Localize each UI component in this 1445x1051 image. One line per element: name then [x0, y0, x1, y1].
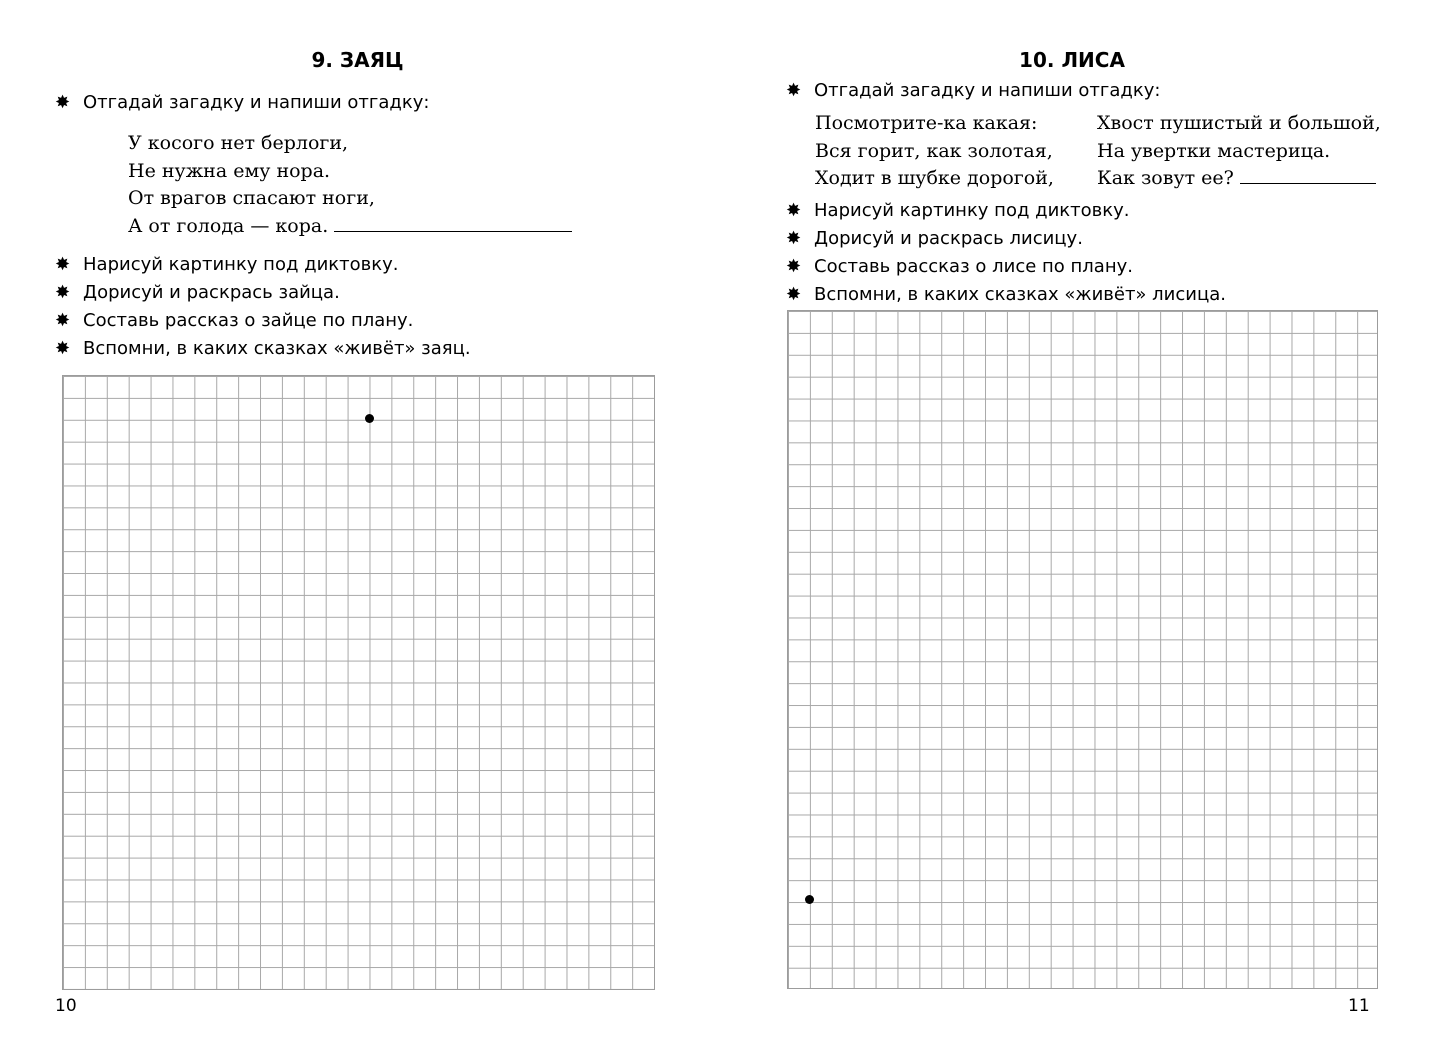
poem-line-text: А от голода — кора. [128, 214, 329, 237]
poem-line-last [1097, 165, 1381, 193]
task-tales [55, 338, 471, 360]
task-tales [786, 284, 1226, 306]
task-text: Нарисуй картинку под диктовку. [83, 254, 399, 275]
task-text: Отгадай загадку и напиши отгадку: [814, 80, 1161, 101]
task-text: Вспомни, в каких сказках «живёт» лисица. [814, 284, 1226, 305]
poem-line: Хвост пушистый и большой, [1097, 112, 1381, 134]
task-story [55, 310, 413, 332]
task-color [55, 282, 340, 304]
star-bullet-icon: ✸ [786, 80, 802, 101]
star-bullet-icon: ✸ [786, 284, 802, 305]
drawing-grid-fox[interactable] [787, 310, 1378, 989]
task-dictation [55, 254, 399, 276]
poem-line-last [128, 213, 572, 241]
left-page [0, 0, 722, 1051]
star-bullet-icon: ✸ [786, 200, 802, 221]
task-text: Нарисуй картинку под диктовку. [814, 200, 1130, 221]
page-title-fox: 10. ЛИСА [1019, 48, 1125, 72]
start-dot [805, 895, 814, 904]
task-riddle [786, 80, 1160, 102]
riddle-poem-hare [128, 130, 572, 240]
poem-line: Ходит в шубке дорогой, [815, 167, 1054, 189]
poem-line: Не нужна ему нора. [128, 159, 331, 182]
star-bullet-icon: ✸ [55, 254, 71, 275]
task-riddle [55, 92, 429, 114]
answer-blank[interactable] [334, 217, 572, 232]
task-story [786, 256, 1133, 278]
task-text: Вспомни, в каких сказках «живёт» заяц. [83, 338, 471, 359]
task-text: Дорисуй и раскрась лисицу. [814, 228, 1083, 249]
task-text: Составь рассказ о лисе по плану. [814, 256, 1133, 277]
star-bullet-icon: ✸ [786, 228, 802, 249]
riddle-poem-fox-col1 [815, 110, 1054, 193]
star-bullet-icon: ✸ [786, 256, 802, 277]
poem-line: От врагов спасают ноги, [128, 187, 375, 209]
page-title-hare: 9. ЗАЯЦ [311, 48, 404, 72]
poem-line: Вся горит, как золотая, [815, 139, 1053, 162]
drawing-grid-hare[interactable] [62, 375, 655, 990]
poem-line: Посмотрите-ка какая: [815, 112, 1038, 134]
star-bullet-icon: ✸ [55, 338, 71, 359]
task-text: Составь рассказ о зайце по плану. [83, 310, 414, 331]
task-text: Дорисуй и раскрась зайца. [83, 282, 340, 303]
star-bullet-icon: ✸ [55, 282, 71, 303]
poem-line: У косого нет берлоги, [128, 132, 349, 154]
poem-line: На увертки мастерица. [1097, 139, 1331, 162]
start-dot [365, 414, 374, 423]
answer-blank[interactable] [1240, 169, 1376, 184]
page-number: 10 [55, 996, 77, 1016]
right-page [723, 0, 1445, 1051]
page-number: 11 [1348, 996, 1370, 1016]
poem-line-text: Как зовут ее? [1097, 167, 1234, 189]
riddle-poem-fox-col2 [1097, 110, 1381, 193]
task-text: Отгадай загадку и напиши отгадку: [83, 92, 430, 113]
star-bullet-icon: ✸ [55, 310, 71, 331]
task-dictation [786, 200, 1130, 222]
star-bullet-icon: ✸ [55, 92, 71, 113]
task-color [786, 228, 1083, 250]
